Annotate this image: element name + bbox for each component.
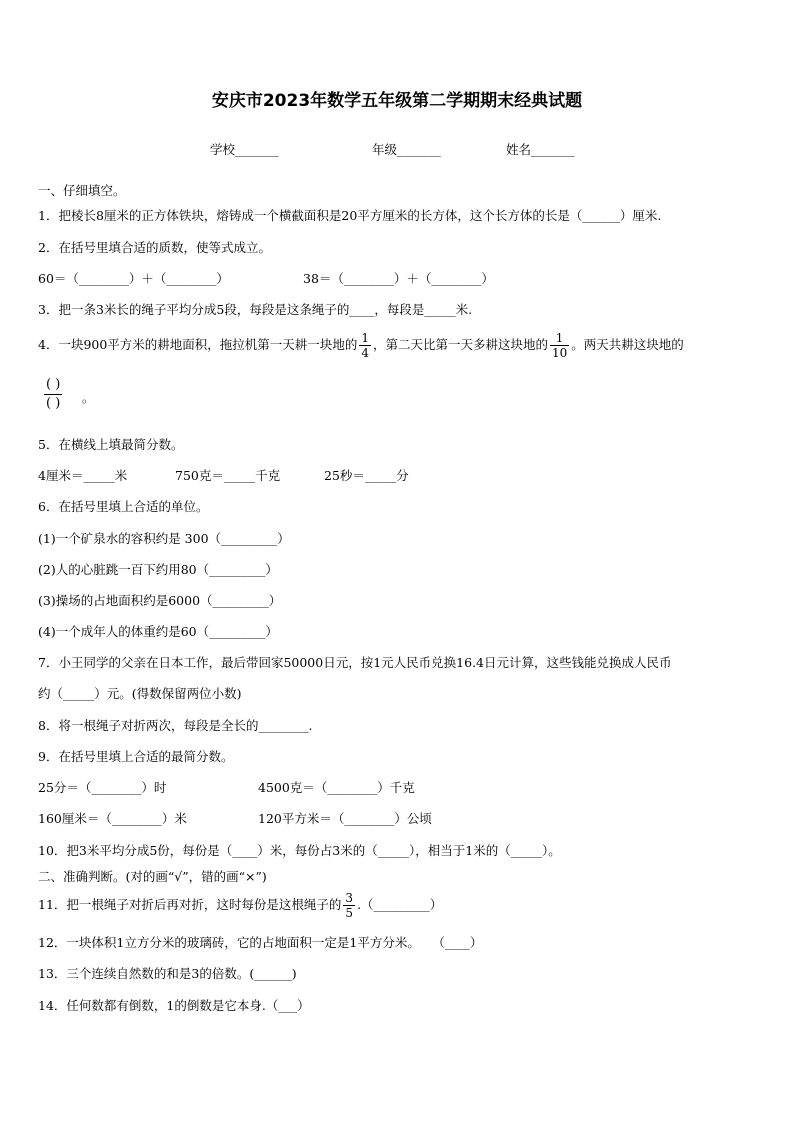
- page-title: 安庆市2023年数学五年级第二学期期末经典试题: [211, 91, 583, 111]
- question-6c: (3)操场的占地面积约是6000（_________）: [38, 593, 282, 608]
- question-2b: 38＝（________）＋（________）: [303, 271, 494, 286]
- question-4-text-3: 。两天共耕这块地的: [571, 337, 684, 352]
- question-1: 1．把棱长8厘米的正方体铁块，熔铸成一个横截面积是20平方厘米的长方体，这个长方体的长是（______）厘米.: [38, 208, 662, 223]
- question-14: 14．任何数都有倒数，1的倒数是它本身.（___）: [38, 998, 310, 1013]
- fraction-one-quarter: [359, 331, 371, 360]
- question-4-text-1: 4．一块900平方米的耕地面积，拖拉机第一天耕一块地的: [38, 337, 358, 352]
- question-2: 2．在括号里填合适的质数，使等式成立。: [38, 240, 271, 255]
- question-5b: 750克＝_____千克: [175, 468, 281, 483]
- question-4-end: 。: [82, 390, 95, 405]
- question-11: [38, 888, 442, 922]
- question-6d: (4)一个成年人的体重约是60（_________）: [38, 624, 278, 639]
- question-4: [38, 330, 684, 360]
- question-11-text-1: 11．把一根绳子对折后再对折，这时每份是这根绳子的: [38, 897, 342, 912]
- question-10: 10．把3米平均分成5份，每份是（____）米，每份占3米的（_____），相当于1米的（_____）。: [38, 843, 561, 858]
- question-5c: 25秒＝_____分: [324, 468, 409, 483]
- question-9d: 120平方米＝（________）公顷: [258, 811, 432, 826]
- question-6b: (2)人的心脏跳一百下约用80（_________）: [38, 562, 278, 577]
- question-9c: 160厘米＝（________）米: [38, 811, 187, 826]
- question-13: 13．三个连续自然数的和是3的倍数。(______): [38, 966, 297, 981]
- question-4-text-2: ，第二天比第一天多耕这块地的: [372, 337, 548, 352]
- answer-fraction-blank: [44, 376, 62, 413]
- question-8: 8．将一根绳子对折两次，每段是全长的________.: [38, 718, 313, 733]
- section-1-heading: 一、仔细填空。: [38, 183, 126, 198]
- question-7-line-1: 7．小王同学的父亲在日本工作，最后带回家50000日元，按1元人民币兑换16.4日元计算，这些钱能兑换成人民币: [38, 655, 672, 670]
- fraction-numerator: 1: [361, 331, 369, 345]
- name-field: 姓名_______: [506, 142, 575, 157]
- fraction-three-fifths: [343, 891, 355, 920]
- question-5a: 4厘米＝_____米: [38, 468, 128, 483]
- question-9: 9．在括号里填上合适的最简分数。: [38, 749, 234, 764]
- question-7-line-2: 约（_____）元。(得数保留两位小数): [38, 686, 242, 701]
- fraction-numerator: 3: [345, 891, 354, 905]
- answer-denominator-blank: ( ): [46, 396, 61, 411]
- question-11-text-2: .（_________）: [357, 897, 443, 912]
- question-5: 5．在横线上填最简分数。: [38, 437, 184, 452]
- question-2a: 60＝（________）＋（________）: [38, 271, 229, 286]
- fraction-denominator: 5: [345, 906, 354, 920]
- answer-numerator-blank: ( ): [44, 376, 62, 395]
- question-6: 6．在括号里填上合适的单位。: [38, 499, 209, 514]
- question-9b: 4500克＝（________）千克: [258, 780, 415, 795]
- question-6a: (1)一个矿泉水的容积约是 300（_________）: [38, 531, 290, 546]
- question-3: 3．把一条3米长的绳子平均分成5段，每段是这条绳子的____，每段是_____米.: [38, 302, 473, 317]
- fraction-one-tenth: [550, 331, 569, 360]
- question-12: 12．一块体积1立方分米的玻璃砖，它的占地面积一定是1平方分米。 （____）: [38, 935, 483, 950]
- section-2-heading: 二、准确判断。(对的画“√”，错的画“×”): [38, 869, 267, 884]
- school-field: 学校_______: [210, 142, 279, 157]
- fraction-numerator: 1: [550, 331, 569, 346]
- fraction-denominator: 10: [551, 346, 568, 360]
- fraction-denominator: 4: [361, 346, 369, 360]
- grade-field: 年级_______: [372, 142, 441, 157]
- question-9a: 25分＝（________）时: [38, 780, 167, 795]
